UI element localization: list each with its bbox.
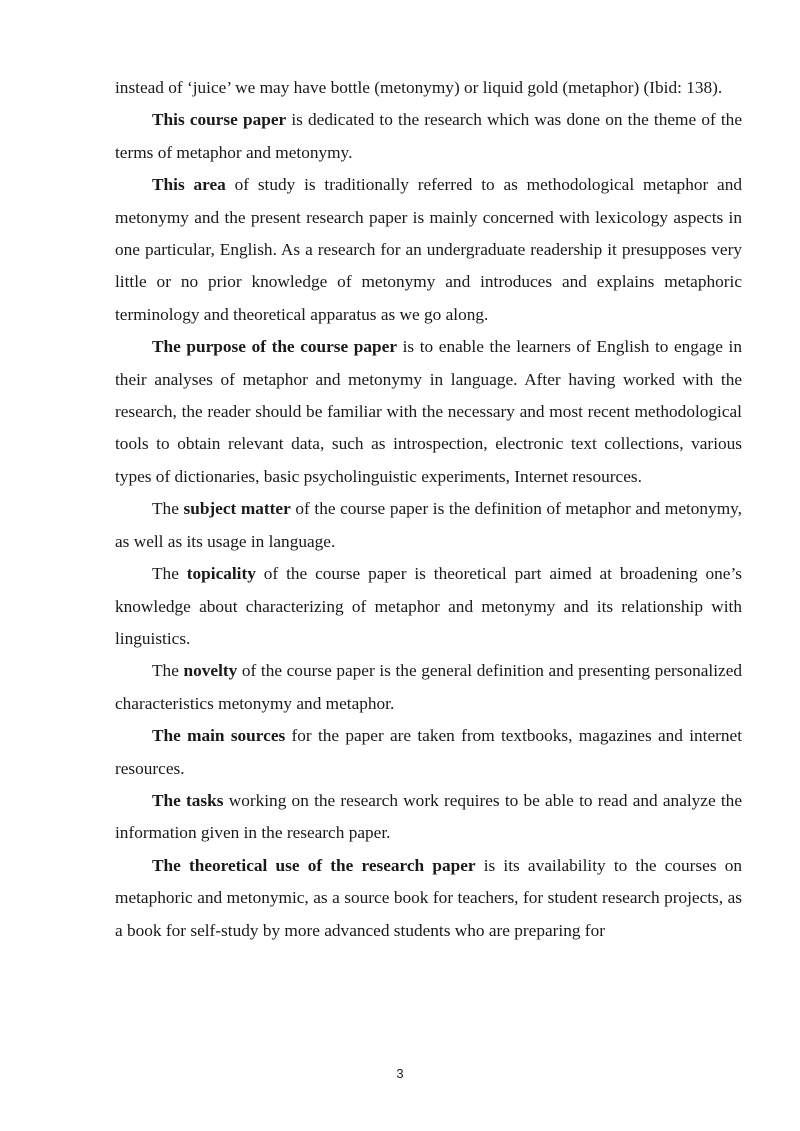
- paragraph-bold-term: topicality: [186, 564, 256, 584]
- paragraph-bold-term: The theoretical use of the research paper: [152, 855, 476, 875]
- paragraph-bold-term: This area: [152, 175, 226, 195]
- paragraph-area: [115, 169, 742, 331]
- paragraph-bold-term: The tasks: [152, 790, 224, 810]
- paragraph-novelty: [115, 655, 742, 720]
- paragraph-bold-term: This course paper: [152, 110, 287, 130]
- paragraph-bold-term: The purpose of the course paper: [152, 337, 398, 357]
- paragraph-text: of the course paper is the general definition and presenting personalized characteristics metonymy and metaphor.: [115, 661, 743, 713]
- paragraph-continuation: [115, 72, 742, 104]
- document-body: [115, 72, 742, 947]
- paragraph-text: of the course paper is the definition of metaphor and metonymy, as well as its usage in language.: [115, 499, 742, 551]
- paragraph-lead: The: [152, 499, 184, 519]
- paragraph-theoretical-use: [115, 850, 742, 947]
- paragraph-main-sources: [115, 720, 742, 785]
- paragraph-purpose: [115, 331, 742, 493]
- paragraph-text: for the paper are taken from textbooks, magazines and internet resources.: [115, 726, 742, 778]
- paragraph-bold-term: The main sources: [152, 726, 286, 746]
- paragraph-text: is dedicated to the research which was done on the theme of the terms of metaphor and metonymy.: [115, 110, 742, 162]
- paragraph-lead: The: [152, 661, 184, 681]
- paragraph-subject-matter: [115, 493, 742, 558]
- paragraph-course-paper: [115, 104, 742, 169]
- paragraph-text: is to enable the learners of English to engage in their analyses of metaphor and metonymy in language. After having worked with the research, the reader should be familiar with the necessary and most recent methodological tools to obtain relevant data, such as introspection, electronic text collections, various types of dictionaries, basic psycholinguistic experiments, Internet resources.: [115, 337, 742, 486]
- paragraph-tasks: [115, 785, 742, 850]
- paragraph-text: of study is traditionally referred to as methodological metaphor and metonymy and the present research paper is mainly concerned with lexicology aspects in one particular, English. As a research for an undergraduate readership it presupposes very little or no prior knowledge of metonymy and introduces and explains metaphoric terminology and theoretical apparatus as we go along.: [115, 175, 743, 324]
- paragraph-text: instead of ‘juice’ we may have bottle (metonymy) or liquid gold (metaphor) (Ibid: 138).: [115, 78, 723, 97]
- paragraph-text: working on the research work requires to be able to read and analyze the information given in the research paper.: [115, 790, 742, 843]
- paragraph-bold-term: novelty: [183, 661, 238, 681]
- paragraph-topicality: [115, 558, 742, 655]
- page-number: 3: [396, 1066, 404, 1081]
- paragraph-bold-term: subject matter: [183, 499, 291, 519]
- paragraph-text: of the course paper is theoretical part aimed at broadening one’s knowledge about characterizing of metaphor and metonymy and its relationship with linguistics.: [115, 564, 742, 648]
- paragraph-lead: The: [152, 564, 187, 584]
- paragraph-text: is its availability to the courses on metaphoric and metonymic, as a source book for teachers, for student research projects, as a book for self-study by more advanced students who are preparing for: [115, 855, 742, 940]
